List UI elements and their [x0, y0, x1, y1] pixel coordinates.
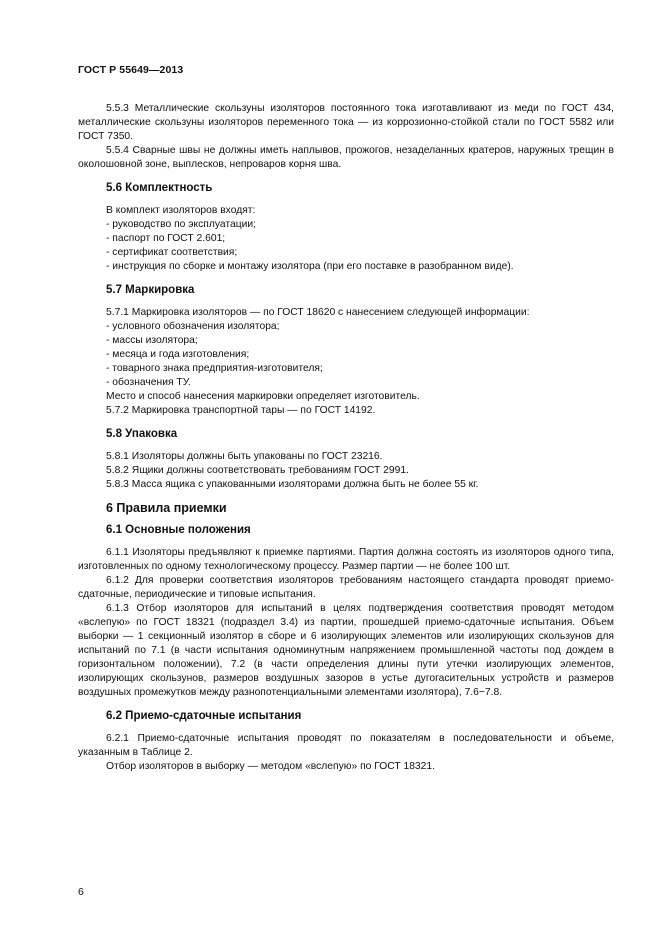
paragraph-5-5-4: 5.5.4 Сварные швы не должны иметь наплывов, прожогов, незаделанных кратеров, наружных трещин в околошовной зоне, выплесков, непроваров корня шва. — [78, 145, 614, 170]
list-item: - паспорт по ГОСТ 2.601; — [106, 233, 226, 244]
section-title-5-8: 5.8 Упаковка — [106, 428, 178, 440]
chapter-title-6: 6 Правила приемки — [106, 501, 227, 515]
list-item: - массы изолятора; — [106, 335, 198, 346]
paragraph-5-5-3: 5.5.3 Металлические скользуны изоляторов постоянного тока изготавливают из меди по ГОСТ 434, металлические скользуны изоляторов переменного тока — из коррозионно-стойкой стали по ГОСТ 5582 или ГОСТ 7350. — [78, 103, 614, 142]
marking-place-text: Место и способ нанесения маркировки определяет изготовитель. — [106, 391, 420, 402]
list-item: - сертификат соответствия; — [106, 247, 238, 258]
list-item: - руководство по эксплуатации; — [106, 219, 256, 230]
paragraph-6-1-2: 6.1.2 Для проверки соответствия изоляторов требованиям настоящего стандарта проводят приемо-сдаточные, периодические и типовые испытания. — [78, 575, 614, 600]
list-item: - условного обозначения изолятора; — [106, 321, 280, 332]
list-item: - обозначения ТУ. — [106, 377, 191, 388]
page-content — [78, 102, 614, 774]
paragraph-6-2-1-selection: Отбор изоляторов в выборку — методом «вслепую» по ГОСТ 18321. — [106, 761, 435, 772]
paragraph-5-8-1: 5.8.1 Изоляторы должны быть упакованы по ГОСТ 23216. — [106, 451, 383, 462]
paragraph-6-2-1: 6.2.1 Приемо-сдаточные испытания проводят по показателям в последовательности и объеме, указанным в Таблице 2. — [78, 733, 614, 758]
section-title-6-2: 6.2 Приемо-сдаточные испытания — [106, 710, 302, 722]
paragraph-6-1-1: 6.1.1 Изоляторы предъявляют к приемке партиями. Партия должна состоять из изоляторов одного типа, изготовленных по одному технологическому процессу. Размер партии — не более 100 шт. — [78, 547, 614, 572]
paragraph-5-8-2: 5.8.2 Ящики должны соответствовать требованиям ГОСТ 2991. — [106, 465, 409, 476]
list-item: - инструкция по сборке и монтажу изолятора (при его поставке в разобранном виде). — [106, 261, 514, 272]
paragraph-5-7-2: 5.7.2 Маркировка транспортной тары — по ГОСТ 14192. — [106, 405, 376, 416]
document-header: ГОСТ Р 55649—2013 — [78, 64, 184, 76]
section-title-5-7: 5.7 Маркировка — [106, 284, 195, 296]
list-item: - месяца и года изготовления; — [106, 349, 250, 360]
list-intro: В комплект изоляторов входят: — [106, 205, 256, 216]
paragraph-5-7-1: 5.7.1 Маркировка изоляторов — по ГОСТ 18620 с нанесением следующей информации: — [106, 307, 530, 318]
section-title-5-6: 5.6 Комплектность — [106, 182, 213, 194]
paragraph-6-1-3: 6.1.3 Отбор изоляторов для испытаний в целях подтверждения соответствия проводят методом «вслепую» по ГОСТ 18321 (подраздел 3.4) из партии, прошедшей приемо-сдаточные испытания. Объем выборки — 1 секционный изолятор в сборе и 6 изолирующих элементов или изолирующих скользунов для испытаний по 7.1 (в части испытания одноминутным напряжением промышленной частоты под дождем в горизонтальном положении), 7.2 (в части определения длины пути утечки изолирующих элементов, изолирующих скользунов, размеров воздушных зазоров в устье дугогасительных устройств и размеров воздушных промежутков между разнопотенциальными элементами изолятора), 7.6−7.8. — [78, 603, 614, 698]
page-number: 6 — [78, 886, 84, 898]
section-title-6-1: 6.1 Основные положения — [106, 524, 251, 536]
list-item: - товарного знака предприятия-изготовителя; — [106, 363, 323, 374]
paragraph-5-8-3: 5.8.3 Масса ящика с упакованными изоляторами должна быть не более 55 кг. — [106, 479, 479, 490]
